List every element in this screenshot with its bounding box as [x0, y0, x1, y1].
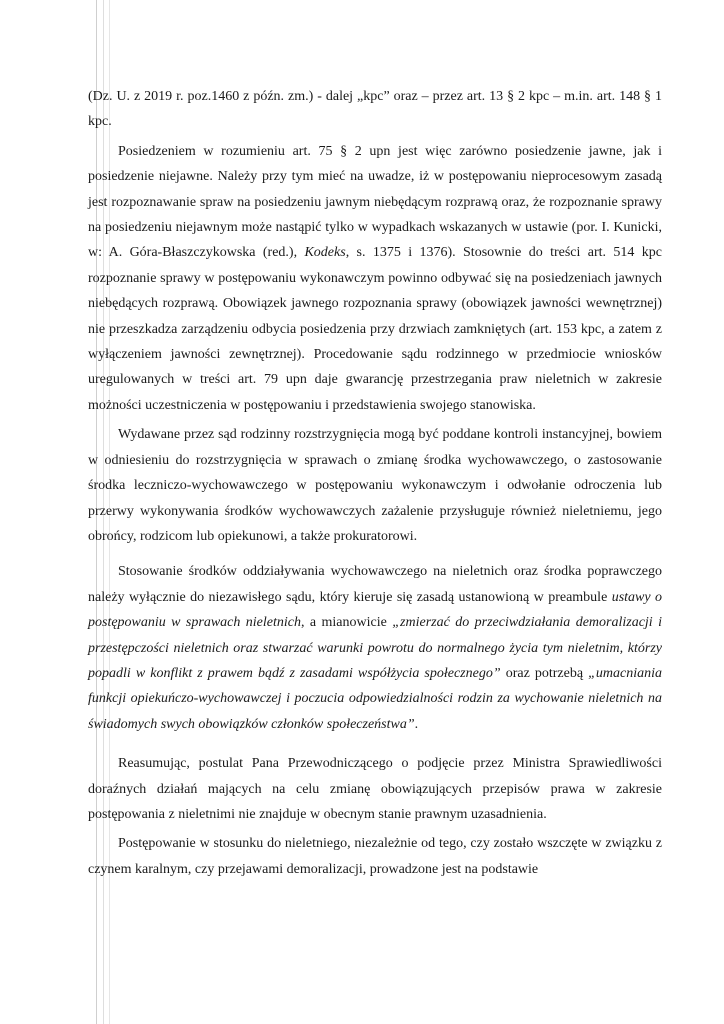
text-run: Wydawane przez sąd rodzinny rozstrzygnięcia mogą być poddane kontroli instancyjnej, bowiem w odniesieniu do rozstrzygnięcia w sprawach o zmianę środka wychowawczego, o zastosowanie środka leczniczo-wychowawczego w postępowaniu wykonawczym i odwołanie odroczenia lub przerwy wykonywania środków wychowawczych zażalenie przysługuje również nieletniemu, jego obrońcy, rodzicom lub opiekunowi, a także prokuratorowi. — [88, 427, 662, 544]
paragraph-srodki-oddzialywania — [88, 559, 662, 737]
text-run: , a mianowicie — [301, 615, 393, 631]
italic-quote: „umacniania funkcji opiekuńczo-wychowawczej i poczucia odpowiedzialności rodzin za wychowanie nieletnich na świadomych swych obowiązków członków społeczeństwa” — [88, 665, 662, 732]
text-run: oraz potrzebą — [500, 665, 589, 681]
italic-quote: „zmierzać do przeciwdziałania demoralizacji i przestępczości nieletnich oraz stwarzać warunki powrotu do normalnego życia tym nieletnim, którzy popadli w konflikt z prawem bądź z zasadami współżycia społecznego” — [88, 615, 662, 681]
document-page — [88, 84, 662, 882]
italic-text-run: Kodeks — [304, 245, 346, 261]
text-run: , s. 1375 i 1376). Stosownie do treści art. 514 kpc rozpoznanie sprawy w postępowaniu wykonawczym powinno odbywać się na posiedzeniach jawnych niebędących rozprawą. Obowiązek jawnego rozpoznania sprawy (obowiązek jawności wewnętrznej) nie przeszkadza zarządzeniu odbycia posiedzenia przy drzwiach zamkniętych (art. 153 kpc, a zatem z wyłączeniem jawności zewnętrznej). Procedowanie sądu rodzinnego w przedmiocie wniosków uregulowanych w treści art. 79 upn daje gwarancję przestrzegania praw nieletnich w zakresie możności uczestniczenia w postępowaniu i przedstawienia swojego stanowiska. — [88, 245, 662, 413]
paragraph-postepowanie — [88, 831, 662, 882]
text-run: Stosowanie środków oddziaływania wychowawczego na nieletnich oraz środka poprawczego należy wyłącznie do niezawisłego sądu, który kieruje się zasadą ustanowioną w preambule — [88, 564, 662, 605]
paragraph-citation-continuation — [88, 84, 662, 135]
paragraph-reasumujac — [88, 751, 662, 827]
text-run: Posiedzeniem w rozumieniu art. 75 § 2 upn jest więc zarówno posiedzenie jawne, jak i posiedzenie niejawne. Należy przy tym mieć na uwadze, iż w postępowaniu nieprocesowym zasadą jest rozpoznawanie spraw na posiedzeniu jawnym niebędącym rozprawą oraz, że rozpoznanie sprawy na posiedzeniu niejawnym może nastąpić tylko w wypadkach wskazanych w ustawie (por. I. Kunicki, w: A. Góra-Błaszczykowska (red.), — [88, 143, 662, 261]
text-run: Reasumując, postulat Pana Przewodniczącego o podjęcie przez Ministra Sprawiedliwości doraźnych działań mających na celu zmianę obowiązujących przepisów prawa w zakresie postępowania z nieletnimi nie znajduje w obecnym stanie prawnym uzasadnienia. — [88, 756, 662, 822]
paragraph-rozstrzygniecia — [88, 422, 662, 549]
paragraph-posiedzenie — [88, 139, 662, 418]
italic-text-run: ustawy o postępowaniu w sprawach nieletnich — [88, 589, 663, 631]
text-run: Postępowanie w stosunku do nieletniego, niezależnie od tego, czy zostało wszczęte w związku z czynem karalnym, czy przejawami demoralizacji, prowadzone jest na podstawie — [88, 836, 662, 877]
text-run: (Dz. U. z 2019 r. poz.1460 z późn. zm.) - dalej „kpc” oraz – przez art. 13 § 2 kpc – m.in. art. 148 § 1 kpc. — [88, 89, 662, 130]
text-run: . — [414, 716, 419, 732]
